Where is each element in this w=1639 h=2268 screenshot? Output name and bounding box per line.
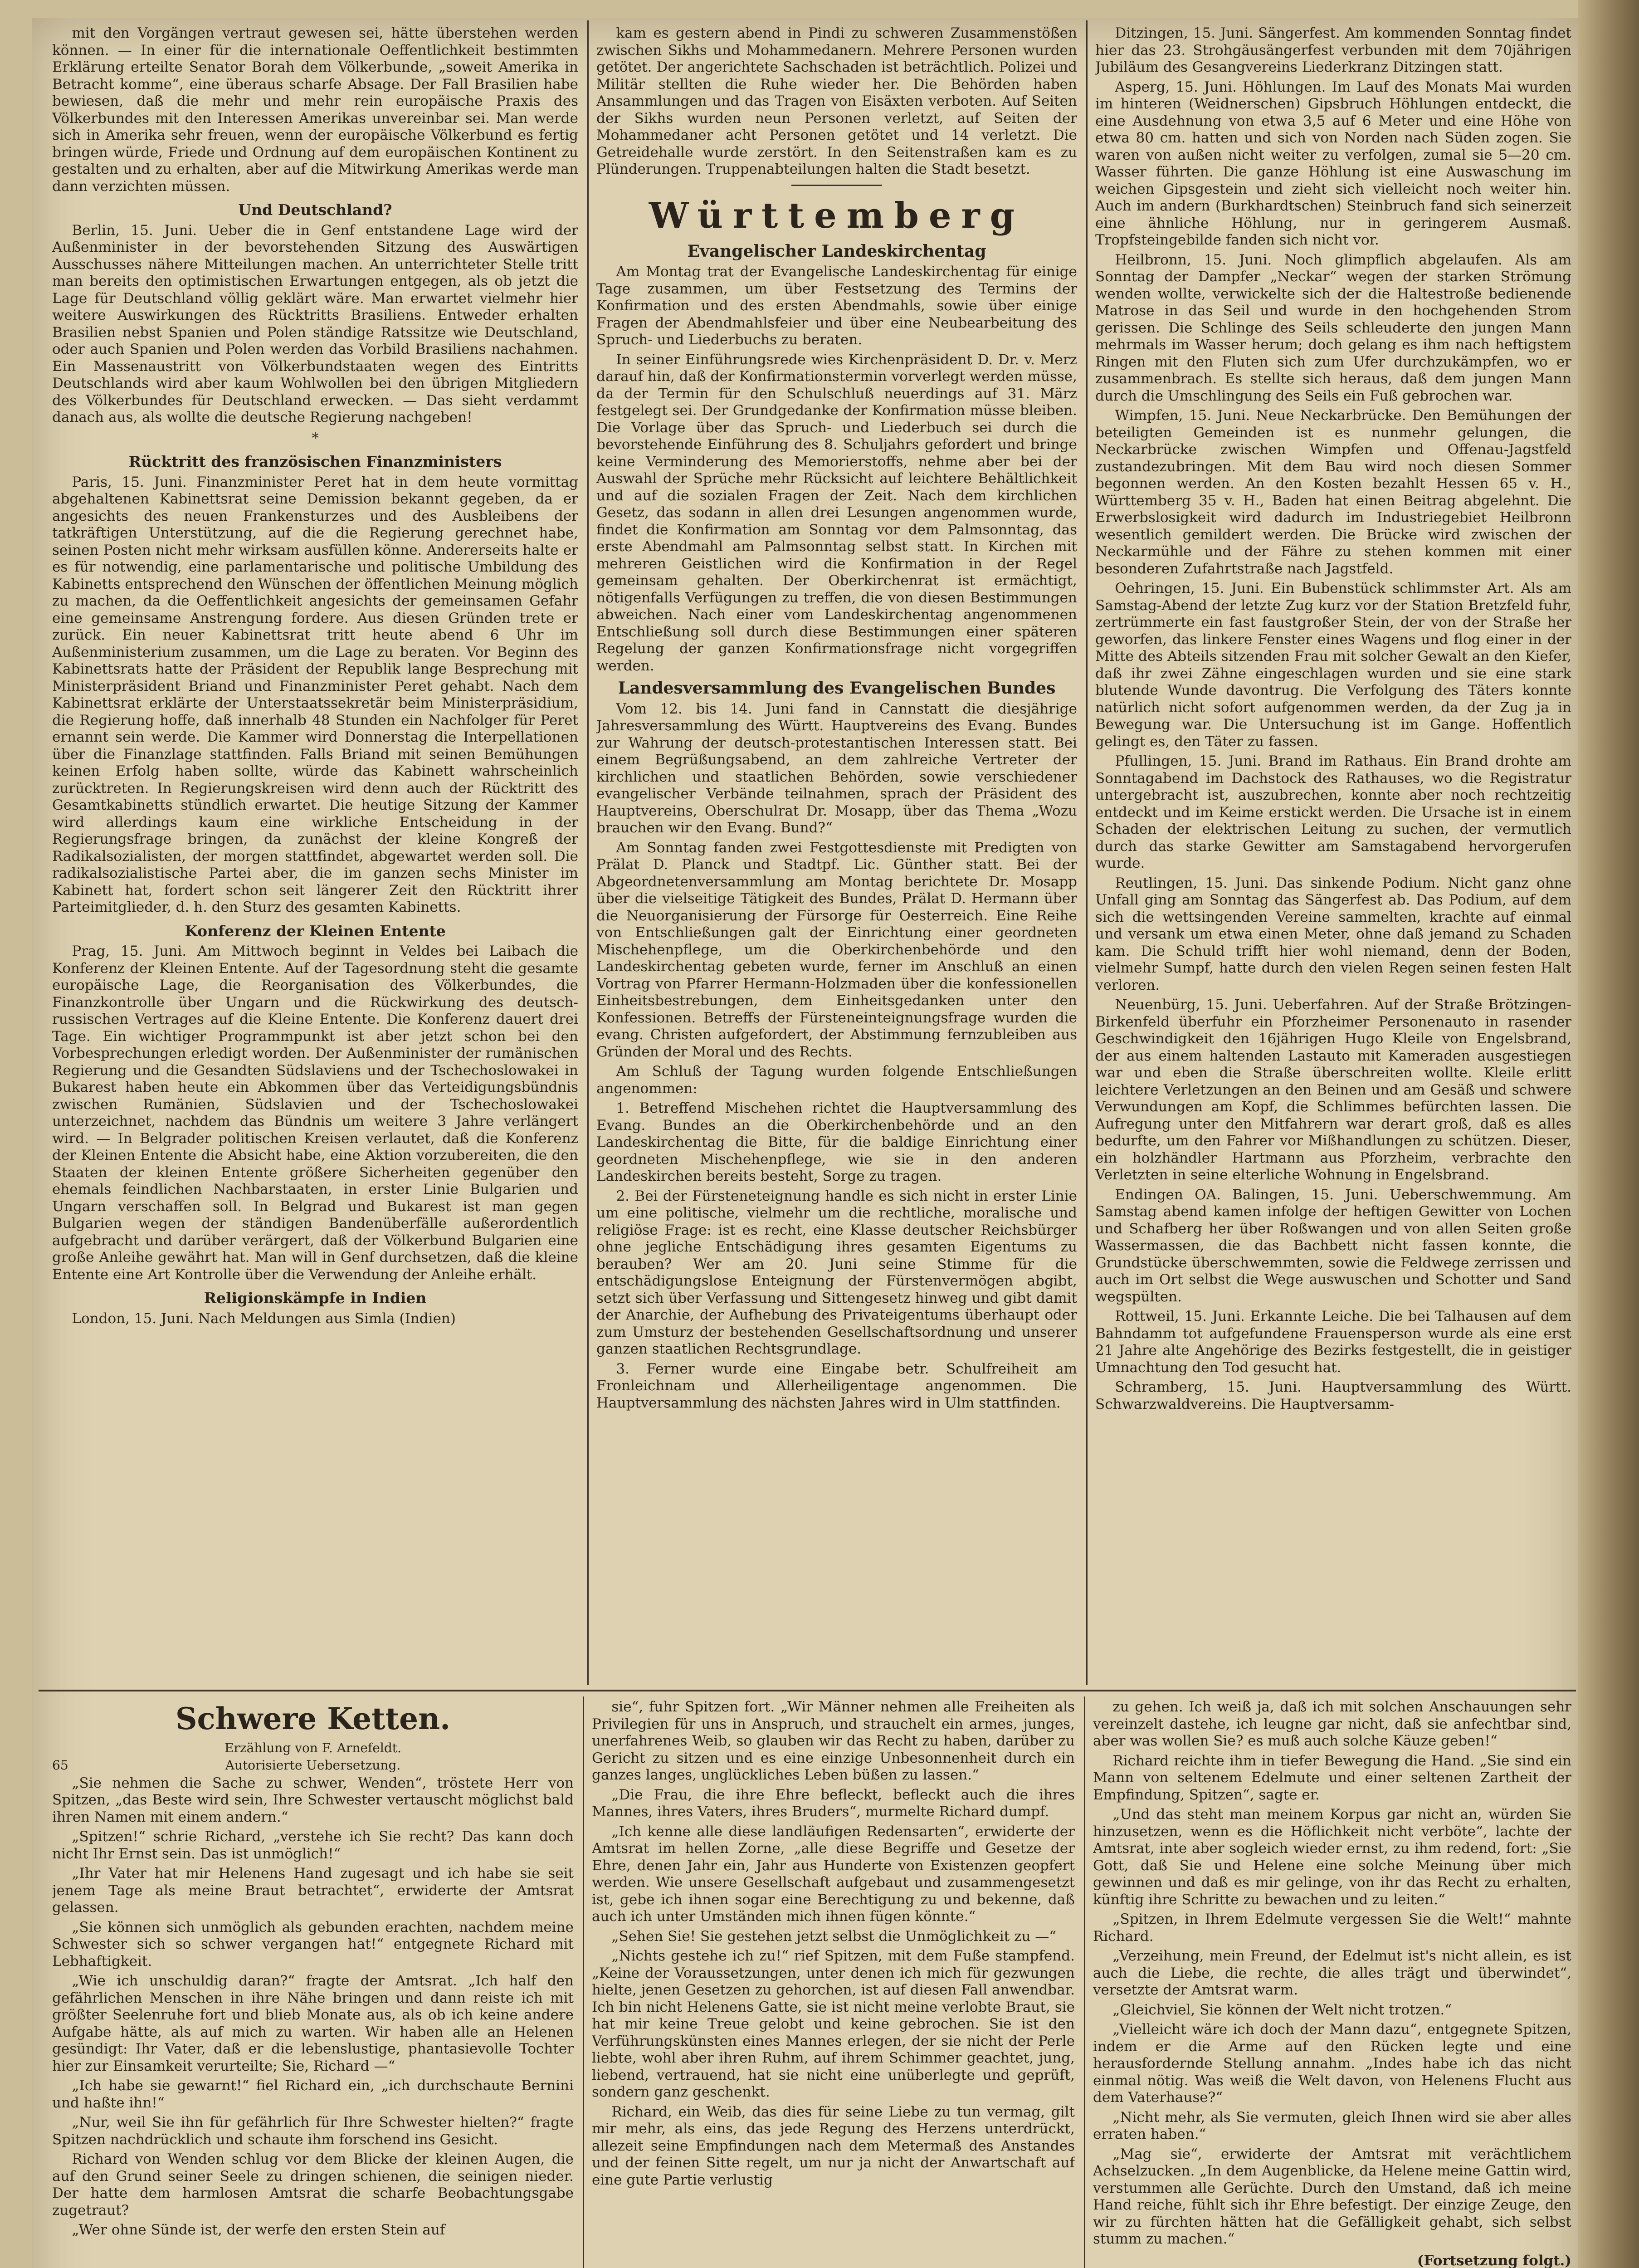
article-paragraph: Heilbronn, 15. Juni. Noch glimpflich abgelaufen. Als am Sonntag der Dampfer „Neckar“ wegen der starken Strömung wenden wollte, verwickelte sich der die Haltestroße bedienende Matrose in das Seil und wurde in den hochgehenden Strom gerissen. Die Schlinge des Seils schleuderte den jungen Mann mehrmals im Wasser herum; doch gelang es ihm nach heftigstem Ringen mit den Fluten sich zum Ufer durchzukämpfen, wo er zusammenbrach. Es stellte sich heraus, daß dem jungen Mann durch die Umschlingung des Seils ein Fuß gebrochen war. xyxy=(1095,251,1571,404)
serial-header xyxy=(52,1701,574,1775)
serial-paragraph: „Gleichviel, Sie können der Welt nicht trotzen.“ xyxy=(1112,2001,1452,2018)
separator-star: * xyxy=(312,430,319,446)
serial-paragraph: „Wer ohne Sünde ist, der werfe den ersten Stein auf xyxy=(72,2222,445,2238)
article-paragraph: Rottweil, 15. Juni. Erkannte Leiche. Die bei Talhausen auf dem Bahndamm tot aufgefundene Frauensperson wurde als eine erst 21 Jahre alte Angehörige des Bezirks festgestellt, die in geistiger Umnachtung den Tod gesucht hat. xyxy=(1095,1308,1571,1376)
serial-paragraph: Richard, ein Weib, das dies für seine Liebe zu tun vermag, gilt mir mehr, als eins, das jede Regung des Herzens unterdrückt, allezeit seine Empfindungen nach dem Metermaß des Anstandes und der feinen Sitte regelt, um nur ja nicht der Anwartschaft auf eine gute Partie verlustig xyxy=(592,2103,1075,2188)
serial-note: Autorisierte Uebersetzung. xyxy=(225,1757,401,1773)
article-paragraph: Pfullingen, 15. Juni. Brand im Rathaus. Ein Brand drohte am Sonntagabend im Dachstock des Rathauses, wo die Registratur untergebracht ist, auszubrechen, konnte aber noch rechtzeitig entdeckt und im Keime erstickt werden. Die Ursache ist in einem Schaden der elektrischen Leitung zu suchen, der vermutlich durch das starke Gewitter am Samstagabend hervorgerufen wurde. xyxy=(1095,753,1571,871)
serial-paragraph: „Nur, weil Sie ihn für gefährlich für Ihre Schwester hielten?“ fragte Spitzen nachdrücklich und schaute ihm forschend ins Gesicht. xyxy=(52,2114,574,2148)
article-paragraph: kam es gestern abend in Pindi zu schweren Zusammenstößen zwischen Sikhs und Mohammedanern. Mehrere Personen wurden getötet. Der angerichtete Sachschaden ist beträchtlich. Polizei und Militär stellten die Ruhe wieder her. Die Behörden haben Ansammlungen und das Tragen von Eisäxten verboten. Auf Seiten der Sikhs wurden neun Personen verletzt, auf Seiten der Mohammedaner acht Personen getötet und 14 verletzt. Die Getreidehalle wurde zerstört. In den Seitenstraßen kam es zu Plünderungen. Truppenabteilungen halten die Stadt besetzt. xyxy=(596,25,1077,177)
column-divider xyxy=(1086,20,1088,1685)
article-paragraph: Am Sonntag fanden zwei Festgottesdienste mit Predigten von Prälat D. Planck und Stadtpf. Lic. Günther statt. Bei der Abgeordnetenversammlung am Montag berichtete Dr. Mosapp über die vielseitige Tätigkeit des Bundes, Prälat D. Hermann über die Neuorganisierung der Fürsorge für Oesterreich. Eine Reihe von Entschließungen galt der Einrichtung einer geordneten Mischehenpflege, um die Oberkirchenbehörde und den Landeskirchentag gebeten wurde, ferner im Anschluß an einen Vortrag von Pfarrer Hermann-Holzmaden über die konfessionellen Einheitsbestrebungen, dem Einheitsgedanken unter den Konfessionen. Betreffs der Fürsteneinteignungsfrage wurden die evang. Christen aufgefordert, der Abstimmung fernzubleiben aus Gründen der Moral und des Rechts. xyxy=(596,839,1077,1060)
article-paragraph: Oehringen, 15. Juni. Ein Bubenstück schlimmster Art. Als am Samstag-Abend der letzte Zug kurz vor der Station Bretzfeld fuhr, zertrümmerte ein fast faustgroßer Stein, der von der Straße her geworfen, das linkere Fenster eines Wagens und flog einer in der Mitte des Abteils sitzenden Frau mit solcher Gewalt an den Kiefer, daß ihr zwei Zähne eingeschlagen wurden und sie eine stark blutende Wunde davontrug. Die Verfolgung des Täters konnte natürlich nicht sofort aufgenommen werden, da der Zug ja in Bewegung war. Die Untersuchung ist im Gange. Hoffentlich gelingt es, den Täter zu fassen. xyxy=(1095,580,1571,750)
serial-paragraph: „Sie nehmen die Sache zu schwer, Wenden“, tröstete Herr von Spitzen, „das Beste wird sein, Ihre Schwester vertauscht möglichst bald ihren Namen mit einem andern.“ xyxy=(52,1774,574,1825)
serial-paragraph: „Sie können sich unmöglich als gebunden erachten, nachdem meine Schwester sich so schwer vergangen hat!“ entgegnete Richard mit Lebhaftigkeit. xyxy=(52,1919,574,1970)
article-paragraph: Am Montag trat der Evangelische Landeskirchentag für einige Tage zusammen, um über Festsetzung des Termins der Konfirmation und des ersten Abendmahls, sowie über einige Fragen der Abendmahlsfeier und über eine Neubearbeitung des Spruch- und Liederbuchs zu beraten. xyxy=(596,264,1077,348)
article-paragraph: Wimpfen, 15. Juni. Neue Neckarbrücke. Den Bemühungen der beteiligten Gemeinden ist es nunmehr gelungen, die Neckarbrücke zwischen Wimpfen und Offenau-Jagstfeld zustandezubringen. Mit dem Bau wird noch diesen Sommer begonnen werden. An den Kosten bezahlt Hessen 65 v. H., Württemberg 35 v. H., Baden hat einen Beitrag abgelehnt. Die Erwerbslosigkeit wird dadurch im Industriegebiet Heilbronn wesentlich gemildert werden. Die Brücke wird zwischen der Neckarmühle und der Fähre zu stehen kommen mit einer besonderen Zufahrtstraße nach Jagstfeld. xyxy=(1095,407,1571,577)
serial-paragraph: „Verzeihung, mein Freund, der Edelmut ist's nicht allein, es ist auch die Liebe, die rechte, die alles trägt und überwindet“, versetzte der Amtsrat warm. xyxy=(1093,1948,1571,1998)
serial-text xyxy=(1093,1699,1571,2248)
article-paragraph: 2. Bei der Fürsteneteignung handle es sich nicht in erster Linie um eine politische, vielmehr um die rechtliche, moralische und religiöse Frage: ist es recht, eine Klasse deutscher Reichsbürger ohne jegliche Entschädigung ihres gesamten Eigentums zu berauben? Wer am 20. Juni seine Stimme für die entschädigungslose Enteignung der Fürstenvermögen abgibt, setzt sich über Verfassung und Sittengesetz hinweg und gibt damit der Anarchie, der Aufhebung des Privateigentums überhaupt oder zum Umsturz der bestehenden Gesellschaftsordnung und unserer ganzen staatlichen Rechtsgrundlage. xyxy=(596,1188,1077,1357)
serial-paragraph: „Ich kenne alle diese landläufigen Redensarten“, erwiderte der Amtsrat im hellen Zorne, „alle diese Begriffe und Gesetze der Ehre, denen Jahr ein, Jahr aus Hunderte von Existenzen geopfert werden. Wie unsere Gesellschaft aufgebaut und zusammengesetzt ist, gebe ich ihnen sogar eine Berechtigung zu und bekenne, daß auch ich unter Umständen mich ihnen fügen könnte.“ xyxy=(592,1823,1075,1925)
installment-number: 65 xyxy=(52,1757,68,1773)
headline: Rücktritt des französischen Finanzministers xyxy=(128,453,502,470)
serial-title: Schwere Ketten. xyxy=(175,1701,451,1736)
column-divider xyxy=(587,20,589,1685)
article-paragraph: 3. Ferner wurde eine Eingabe betr. Schulfreiheit am Fronleichnam und Allerheiligentage angenommen. Die Hauptversammlung des nächsten Jahres wird in Ulm stattfinden. xyxy=(596,1360,1077,1411)
serial-text xyxy=(52,1775,574,2239)
article-paragraph: London, 15. Juni. Nach Meldungen aus Simla (Indien) xyxy=(72,1310,456,1327)
feuilleton-divider xyxy=(39,1690,1576,1691)
serial-paragraph: Richard reichte ihm in tiefer Bewegung die Hand. „Sie sind ein Mann von seltenem Edelmute und einer seltenen Zartheit der Empfindung, Spitzen“, sagte er. xyxy=(1093,1752,1571,1803)
article-paragraph: Ditzingen, 15. Juni. Sängerfest. Am kommenden Sonntag findet hier das 23. Strohgäusängerfest verbunden mit dem 70jährigen Jubiläum des Gesangvereins Liederkranz Ditzingen statt. xyxy=(1095,25,1571,75)
article-paragraph: 1. Betreffend Mischehen richtet die Hauptversammlung des Evang. Bundes an die Oberkirchenbehörde und an den Landeskirchentag die Bitte, für die baldige Einrichtung einer geordneten Mischehenpflege, wie sie in den anderen Landeskirchen bereits besteht, Sorge zu tragen. xyxy=(596,1100,1077,1184)
serial-paragraph: „Und das steht man meinem Korpus gar nicht an, würden Sie hinzusetzen, wenn es die Höflichkeit nicht verböte“, lachte der Amtsrat, inte aber sogleich wieder ernst, zu ihm redend, fort: „Sie Gott, daß Sie und Helene eine solche Meinung über mich gewinnen und daß es mir gelinge, von ihr das Recht zu erhalten, künftig ihre Schritte zu bewachen und zu leiten.“ xyxy=(1093,1806,1571,1908)
serial-paragraph: „Spitzen, in Ihrem Edelmute vergessen Sie die Welt!“ mahnte Richard. xyxy=(1093,1911,1571,1945)
article-paragraph: Paris, 15. Juni. Finanzminister Peret hat in dem heute vormittag abgehaltenen Kabinettsrat seine Demission bekannt gegeben, da er angesichts des neuen Frankensturzes und des Ausbleibens der tatkräftigen Unterstützung, auf die die Regierung gerechnet habe, seinen Posten nicht mehr wirksam ausfüllen könne. Andererseits halte er es für notwendig, eine parlamentarische und politische Umbildung des Kabinetts entsprechend den Wünschen der öffentlichen Meinung möglich zu machen, da die Oeffentlichkeit angesichts der gemeinsamen Gefahr eine gemeinsame Anstrengung fordere. Aus diesen Gründen trete er zurück. Ein neuer Kabinettsrat tritt heute abend 6 Uhr im Außenministerium zusammen, um die Lage zu beraten. Vor Beginn des Kabinettsrats hatte der Präsident der Republik lange Besprechung mit Ministerpräsident Briand und Finanzminister Peret gehabt. Nach dem Kabinettsrat erklärte der Unterstaatssekretär beim Ministerpräsidium, die Regierung hoffe, daß innerhalb 48 Stunden ein Nachfolger für Peret ernannt sein werde. Die Kammer wird Donnerstag die Interpellationen über die Finanzlage stattfinden. Falls Briand mit seinen Bemühungen keinen Erfolg haben sollte, würde das Kabinett wahrscheinlich zurücktreten. In Regierungskreisen wird denn auch der Rücktritt des Gesamtkabinetts stündlich erwartet. Die heutige Sitzung der Kammer wird allerdings kaum eine wirkliche Entscheidung in der Regierungsfrage bringen, da zunächst der kleine Kongreß der Radikalsozialisten, der morgen stattfindet, abgewartet werden soll. Die radikalsozialistische Partei aber, die im ganzen sechs Minister im Kabinett hat, fordert schon seit längerer Zeit den Rücktritt ihrer Parteimitglieder, d. h. den Sturz des gesamten Kabinetts. xyxy=(52,474,578,915)
headline: Und Deutschland? xyxy=(238,201,392,219)
article-paragraph: Am Schluß der Tagung wurden folgende Entschließungen angenommen: xyxy=(596,1063,1077,1097)
serial-paragraph: „Sehen Sie! Sie gestehen jetzt selbst die Unmöglichkeit zu —“ xyxy=(611,1928,1057,1945)
serial-paragraph: „Die Frau, die ihre Ehre befleckt, befleckt auch die ihres Mannes, ihres Vaters, ihres Bruders“, murmelte Richard dumpf. xyxy=(592,1786,1075,1820)
serial-column-3 xyxy=(1093,1699,1571,2268)
article-paragraph: In seiner Einführungsrede wies Kirchenpräsident D. Dr. v. Merz darauf hin, daß der Konfirmationstermin vorverlegt werden müsse, da der Termin für den Schulschluß neuerdings auf 31. März festgelegt sei. Der Grundgedanke der Konfirmation müsse bleiben. Die Vorlage über das Spruch- und Liederbuch sei durch die bevorstehende Einführung des 8. Schuljahrs gefordert und bringe keine Verminderung des Memorierstoffs, nehme aber bei der Auswahl der Sprüche mehr Rücksicht auf leichtere Behältlichkeit und auf die sozialen Fragen der Zeit. Nach dem kirchlichen Gesetz, das sodann in allen drei Lesungen angenommen wurde, findet die Konfirmation am Sonntag vor dem Palmsonntag, das erste Abendmahl am Palmsonntag selbst statt. In Kirchen mit mehreren Geistlichen wird die Konfirmation in der Regel gemeinsam gehalten. Der Oberkirchenrat ist ermächtigt, nötigenfalls Verfügungen zu treffen, die von diesen Bestimmungen abweichen. Nach einer vom Landeskirchentag angenommenen Entschließung soll durch diese Bestimmungen einer späteren Regelung der ganzen Konfirmationsfrage nicht vorgegriffen werden. xyxy=(596,351,1077,674)
serial-paragraph: „Ich habe sie gewarnt!“ fiel Richard ein, „ich durchschaute Bernini und haßte ihn!“ xyxy=(52,2077,574,2111)
headline: Konferenz der Kleinen Entente xyxy=(185,922,446,940)
article-paragraph: mit den Vorgängen vertraut gewesen sei, hätte überstehen werden können. — In einer für die internationale Oeffentlichkeit bestimmten Erklärung erteilte Senator Borah dem Völkerbunde, „soweit Amerika in Betracht komme“, eine überaus scharfe Absage. Der Fall Brasilien habe bewiesen, daß die mehr und mehr rein europäische Praxis des Völkerbundes mit den Interessen Amerikas unvereinbar sei. Man werde sich in Amerika sehr freuen, wenn der europäische Völkerbund es fertig bringen würde, Friede und Ordnung auf dem europäischen Kontinent zu gestalten und zu erhalten, aber auf die Mitwirkung Amerikas werde man dann verzichten müssen. xyxy=(52,25,578,195)
article-paragraph: Vom 12. bis 14. Juni fand in Cannstatt die diesjährige Jahresversammlung des Württ. Hauptvereins des Evang. Bundes zur Wahrung der deutsch-protestantischen Interessen statt. Bei einem Begrüßungsabend, an dem zahlreiche Vertreter der kirchlichen und staatlichen Behörden, sowie verschiedener evangelischer Verbände teilnahmen, sprach der Präsident des Hauptvereins, Oberschulrat Dr. Mosapp, über das Thema „Wozu brauchen wir den Evang. Bund?“ xyxy=(596,700,1077,836)
column-divider xyxy=(583,1696,584,2268)
serial-paragraph: „Mag sie“, erwiderte der Amtsrat mit verächtlichem Achselzucken. „In dem Augenblicke, da Helene meine Gattin wird, verstummen alle Gerüchte. Durch den Umstand, daß ich meine Hand reiche, fühlt sich ihr Ehre befestigt. Der einzige Zeuge, den wir zu fürchten hätten hat die Gefälligkeit gehabt, sich selbst stumm zu machen.“ xyxy=(1093,2146,1571,2247)
serial-paragraph: „Nicht mehr, als Sie vermuten, gleich Ihnen wird sie aber alles erraten haben.“ xyxy=(1093,2109,1571,2142)
headline: Evangelischer Landeskirchentag xyxy=(687,241,986,261)
article-paragraph: Schramberg, 15. Juni. Hauptversammlung des Württ. Schwarzwaldvereins. Die Hauptversamm- xyxy=(1095,1379,1571,1413)
serial-column-1 xyxy=(52,1699,574,2268)
article-paragraph: Neuenbürg, 15. Juni. Ueberfahren. Auf der Straße Brötzingen-Birkenfeld überfuhr ein Pforzheimer Personenauto in rasender Geschwindigkeit den 16jährigen Hugo Kleile von Engelsbrand, der aus einem haltenden Lastauto mit Kameraden ausgestiegen war und eben die Straße überschreiten wollte. Kleile erlitt leichtere Verletzungen an den Beinen und am Gesäß und schwere Verwundungen am Kopf, die Schlimmes befürchten lassen. Die Aufregung unter den Mitfahrern war derart groß, daß es alles bedurfte, um den Fahrer vor Mißhandlungen zu schützen. Dieser, ein holzhändler Hartmann aus Pforzheim, verbrachte den Verletzten in seine elterliche Wohnung in Engelsbrand. xyxy=(1095,997,1571,1183)
article-paragraph: Prag, 15. Juni. Am Mittwoch beginnt in Veldes bei Laibach die Konferenz der Kleinen Entente. Auf der Tagesordnung steht die gesamte europäische Lage, die Reorganisation des Völkerbundes, die Finanzkontrolle über Ungarn und die Rückwirkung des deutsch-russischen Vertrages auf die Kleine Entente. Die Konferenz dauert drei Tage. Ein wichtiger Programmpunkt ist aber jetzt schon bei den Vorbesprechungen erledigt worden. Der Außenminister der rumänischen Regierung und die Gesandten Südslaviens und der Tschechoslowakei in Bukarest haben heute ein Abkommen über das Verteidigungsbündnis zwischen Rumänien, Südslavien und der Tschechoslowakei unterzeichnet, nachdem das Bündnis um weitere 3 Jahre verlängert wird. — In Belgrader politischen Kreisen verlautet, daß die Konferenz der Kleinen Entente die Absicht habe, eine Aktion vorzubereiten, die den Staaten der kleinen Entente größere Sicherheiten gegenüber den ehemals feindlichen Nachbarstaaten, in erster Linie Bulgarien und Ungarn verschaffen soll. In Belgrad und Bukarest ist man gegen Bulgarien wegen der ständigen Bandenüberfälle außerordentlich aufgebracht und darüber verärgert, daß der Völkerbund Bulgarien eine große Anleihe gewährt hat. Man will in Genf durchsetzen, daß die kleine Entente eine Art Kontrolle über die Verwendung der Anleihe erhält. xyxy=(52,943,578,1283)
column-1 xyxy=(52,25,578,1683)
column-3 xyxy=(1095,25,1571,1683)
article-paragraph: Reutlingen, 15. Juni. Das sinkende Podium. Nicht ganz ohne Unfall ging am Sonntag das Sängerfest ab. Das Podium, auf dem sich die wettsingenden Vereine sammelten, krachte auf einmal und versank um etwa einen Meter, ohne daß jemand zu Schaden kam. Die Schuld trifft hier wohl niemand, denn der Boden, vielmehr Sumpf, hatte durch den vielen Regen seinen festen Halt verloren. xyxy=(1095,875,1571,993)
serial-paragraph: sie“, fuhr Spitzen fort. „Wir Männer nehmen alle Freiheiten als Privilegien für uns in Anspruch, und strauchelt ein armes, junges, unerfahrenes Weib, so glauben wir das Recht zu haben, darüber zu Gericht zu sitzen und es eine einzige Unbesonnenheit durch ein ganzes langes, unglückliches Leben büßen zu lassen.“ xyxy=(592,1699,1075,1783)
article-paragraph: Endingen OA. Balingen, 15. Juni. Ueberschwemmung. Am Samstag abend kamen infolge der heftigen Gewitter von Lochen und Schafberg her über Roßwangen und von allen Seiten große Wassermassen, die das Bachbett nicht fassen konnte, die Grundstücke überschwemmten, sowie die Feldwege zerrissen und auch im Ort selbst die Wege auswuschen und Schotter und Sand wegspülten. xyxy=(1095,1186,1571,1305)
serial-paragraph: „Vielleicht wäre ich doch der Mann dazu“, entgegnete Spitzen, indem er die Arme auf den Rücken legte und eine herausfordernde Stellung annahm. „Indes habe ich das nicht einmal nötig. Was weiß die Welt davon, von Helenens Flucht aus dem Vaterhause?“ xyxy=(1093,2021,1571,2106)
serial-paragraph: Richard von Wenden schlug vor dem Blicke der kleinen Augen, die auf den Grund seiner Seele zu dringen schienen, die seinigen nieder. Der hatte dem harmlosen Amtsrat die scharfe Beobachtungsgabe zugetraut? xyxy=(52,2151,574,2219)
serial-column-2 xyxy=(592,1699,1075,2268)
article-paragraph: Berlin, 15. Juni. Ueber die in Genf entstandene Lage wird der Außenminister in der bevorstehenden Sitzung des Auswärtigen Ausschusses nähere Mitteilungen machen. An unterrichteter Stelle tritt man bereits den optimistischen Erwartungen entgegen, als ob jetzt die Lage für Deutschland völlig geklärt wäre. Man erwartet vielmehr hier weitere Auswirkungen des Rücktritts Brasiliens. Entweder erhalten Brasilien nebst Spanien und Polen ständige Ratssitze wie Deutschland, oder auch Spanien und Polen werden das Vorbild Brasiliens nachahmen. Ein Massenaustritt von Völkerbundstaaten wegen des Eintritts Deutschlands wird aber kaum Wohlwollen bei den übrigen Mitgliedern des Völkerbundes für Deutschland erwecken. — Das sieht verdammt danach aus, als wollte die deutsche Regierung nachgeben! xyxy=(52,222,578,425)
serial-paragraph: zu gehen. Ich weiß ja, daß ich mit solchen Anschauungen sehr vereinzelt dastehe, ich leugne gar nicht, daß sie anfechtbar sind, aber was wollen Sie? es muß auch solche Käuze geben!“ xyxy=(1093,1699,1571,1749)
column-2 xyxy=(596,25,1077,1683)
serial-paragraph: „Wie ich unschuldig daran?“ fragte der Amtsrat. „Ich half den gefährlichen Menschen in ihre Nähe bringen und dann reiste ich mit größter Seelenruhe fort und blieb Monate aus, als ob ich keine andere Aufgabe hätte, als auf mich zu warten. Wir haben alle an Helenen gesündigt: Ihr Vater, daß er die lebenslustige, phantasievolle Tochter hier zur Einsamkeit verurteilte; Sie, Richard —“ xyxy=(52,1973,574,2074)
serial-author: Erzählung von F. Arnefeldt. xyxy=(224,1740,401,1755)
article-paragraph: Asperg, 15. Juni. Höhlungen. Im Lauf des Monats Mai wurden im hinteren (Weidnerschen) Gipsbruch Höhlungen entdeckt, die eine Ausdehnung von etwa 3,5 auf 6 Meter und eine Höhe von etwa 80 cm. hatten und sich von Norden nach Süden zogen. Sie waren von außen nicht weiter zu verfolgen, zumal sie 5—20 cm. Wasser führten. Die ganze Höhlung ist eine Auswaschung im weichen Gipsgestein und zieht sich vielleicht noch weiter hin. Auch im andern (Burkhardtschen) Steinbruch fand sich seinerzeit eine ähnliche Höhlung, nur in geringerem Ausmaß. Tropfsteingebilde fanden sich nicht vor. xyxy=(1095,78,1571,248)
serial-paragraph: „Nichts gestehe ich zu!“ rief Spitzen, mit dem Fuße stampfend. „Keine der Voraussetzungen, unter denen ich mich für gezwungen hielte, jenen Gesetzen zu gehorchen, ist auf diesen Fall anwendbar. Ich bin nicht Helenens Gatte, sie ist nicht meine verlobte Braut, sie hat mir keine Treue gelobt und keine gebrochen. Sie ist den Verführungskünsten eines Mannes erlegen, der sie nicht der Perle liebte, wohl aber ihren Ruhm, auf ihrem Schimmer geachtet, jung, liebend, vertrauend, hat sie nicht eine unüberlegte und geprüft, sondern ganz geschenkt. xyxy=(592,1948,1075,2100)
headline: Landesversammlung des Evangelischen Bundes xyxy=(618,679,1056,698)
short-divider xyxy=(791,185,882,186)
section-title: Württemberg xyxy=(649,195,1025,236)
column-divider xyxy=(1084,1696,1085,2268)
headline: Religionskämpfe in Indien xyxy=(204,1289,427,1307)
serial-text xyxy=(592,1699,1075,2189)
serial-paragraph: „Spitzen!“ schrie Richard, „verstehe ich Sie recht? Das kann doch nicht Ihr Ernst sein. Das ist unmöglich!“ xyxy=(52,1828,574,1862)
serial-paragraph: „Ihr Vater hat mir Helenens Hand zugesagt und ich habe sie seit jenem Tage als meine Braut betrachtet“, erwiderte der Amtsrat gelassen. xyxy=(52,1865,574,1916)
page-edge xyxy=(1578,0,1639,2268)
continued-notice: (Fortsetzung folgt.) xyxy=(1417,2252,1571,2268)
